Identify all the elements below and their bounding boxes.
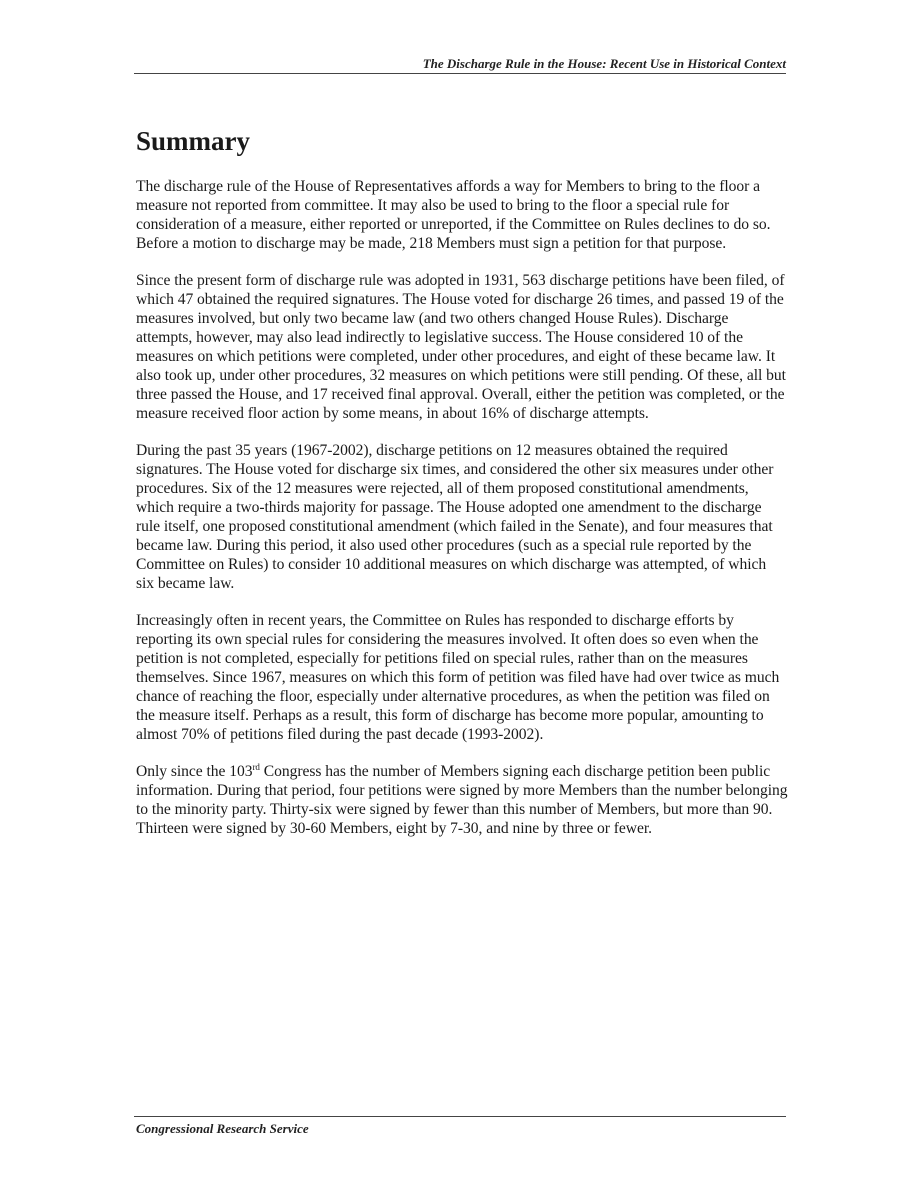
paragraph-5 <box>136 762 788 838</box>
header-divider <box>134 73 786 74</box>
summary-body <box>136 177 788 856</box>
paragraph-3: During the past 35 years (1967-2002), discharge petitions on 12 measures obtained the required signatures. The House voted for discharge six times, and considered the other six measures under other procedures. Six of the 12 measures were rejected, all of them proposed constitutional amendments, which require a two-thirds majority for passage. The House adopted one amendment to the discharge rule itself, one proposed constitutional amendment (which failed in the Senate), and four measures that became law. During this period, it also used other procedures (such as a special rule reported by the Committee on Rules) to consider 10 additional measures on which discharge was attempted, of which six became law. <box>136 442 774 592</box>
page-title: Summary <box>136 126 250 156</box>
footer-divider <box>134 1116 786 1117</box>
paragraph-4: Increasingly often in recent years, the Committee on Rules has responded to discharge efforts by reporting its own special rules for considering the measures involved. It often does so even when the petition is not completed, especially for petitions filed on special rules, rather than on the measures themselves. Since 1967, measures on which this form of petition was filed have had over twice as much chance of reaching the floor, especially under alternative procedures, as when the petition was filed on the measure itself. Perhaps as a result, this form of discharge has become more popular, amounting to almost 70% of petitions filed during the past decade (1993-2002). <box>136 612 780 743</box>
paragraph-2: Since the present form of discharge rule was adopted in 1931, 563 discharge petitions have been filed, of which 47 obtained the required signatures. The House voted for discharge 26 times, and passed 19 of the measures involved, but only two became law (and two others changed House Rules). Discharge attempts, however, may also lead indirectly to legislative success. The House considered 10 of the measures on which petitions were completed, under other procedures, and eight of these became law. It also took up, under other procedures, 32 measures on which petitions were still pending. Of these, all but three passed the House, and 17 received final approval. Overall, either the petition was completed, or the measure received floor action by some means, in about 16% of discharge attempts. <box>136 272 786 422</box>
running-footer-source: Congressional Research Service <box>136 1121 309 1136</box>
paragraph-5-rest: Congress has the number of Members signing each discharge petition been public information. During that period, four petitions were signed by more Members than the number belonging to the minority party. Thirty-six were signed by fewer than this number of Members, but more than 90. Thirteen were signed by 30-60 Members, eight by 7-30, and nine by three or fewer. <box>136 763 788 837</box>
running-header-title: The Discharge Rule in the House: Recent Use in Historical Context <box>422 56 786 71</box>
paragraph-5-lead: Only since the 103 <box>136 763 253 780</box>
paragraph-1: The discharge rule of the House of Representatives affords a way for Members to bring to the floor a measure not reported from committee. It may also be used to bring to the floor a special rule for consideration of a measure, either reported or unreported, if the Committee on Rules declines to do so. Before a motion to discharge may be made, 218 Members must sign a petition for that purpose. <box>136 178 771 252</box>
ordinal-superscript: rd <box>252 762 260 772</box>
